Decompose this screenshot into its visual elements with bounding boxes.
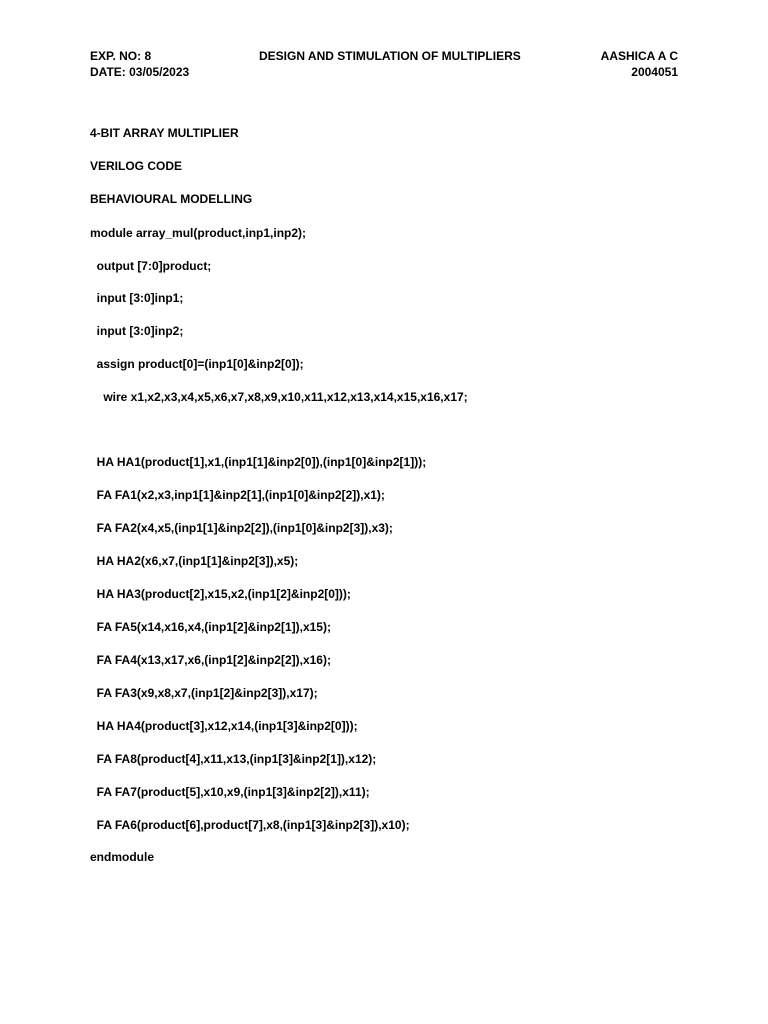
document-title: DESIGN AND STIMULATION OF MULTIPLIERS <box>259 49 521 63</box>
section-heading: 4-BIT ARRAY MULTIPLIER <box>90 126 239 140</box>
code-line: FA FA4(x13,x17,x6,(inp1[2]&inp2[2]),x16); <box>90 653 331 667</box>
code-line: FA FA6(product[6],product[7],x8,(inp1[3]&inp2[3]),x10); <box>90 818 410 832</box>
header-left <box>90 48 189 80</box>
author-name: AASHICA A C <box>600 49 678 63</box>
code-line: module array_mul(product,inp1,inp2); <box>90 226 307 240</box>
experiment-number: EXP. NO: 8 <box>90 49 152 63</box>
code-line: output [7:0]product; <box>90 259 212 273</box>
modelling-heading: BEHAVIOURAL MODELLING <box>90 192 253 206</box>
code-line: FA FA2(x4,x5,(inp1[1]&inp2[2]),(inp1[0]&inp2[3]),x3); <box>90 521 393 535</box>
code-line: FA FA5(x14,x16,x4,(inp1[2]&inp2[1]),x15); <box>90 620 331 634</box>
code-heading: VERILOG CODE <box>90 159 183 173</box>
code-line: input [3:0]inp2; <box>90 324 184 338</box>
roll-number: 2004051 <box>631 65 678 79</box>
header-right <box>601 48 678 80</box>
code-line: FA FA1(x2,x3,inp1[1]&inp2[1],(inp1[0]&inp2[2]),x1); <box>90 488 385 502</box>
code-line: HA HA3(product[2],x15,x2,(inp1[2]&inp2[0])); <box>90 587 351 601</box>
code-line: HA HA4(product[3],x12,x14,(inp1[3]&inp2[0])); <box>90 719 358 733</box>
code-line: input [3:0]inp1; <box>90 291 184 305</box>
code-line: endmodule <box>90 850 155 864</box>
code-line: FA FA7(product[5],x10,x9,(inp1[3]&inp2[2]),x11); <box>90 785 370 799</box>
experiment-date: DATE: 03/05/2023 <box>90 65 190 79</box>
code-line: HA HA2(x6,x7,(inp1[1]&inp2[3]),x5); <box>90 554 299 568</box>
code-line: FA FA3(x9,x8,x7,(inp1[2]&inp2[3]),x17); <box>90 686 318 700</box>
code-line: HA HA1(product[1],x1,(inp1[1]&inp2[0]),(inp1[0]&inp2[1])); <box>90 455 427 469</box>
code-line: FA FA8(product[4],x11,x13,(inp1[3]&inp2[1]),x12); <box>90 752 377 766</box>
code-line: wire x1,x2,x3,x4,x5,x6,x7,x8,x9,x10,x11,x12,x13,x14,x15,x16,x17; <box>90 390 468 404</box>
code-line: assign product[0]=(inp1[0]&inp2[0]); <box>90 357 304 371</box>
